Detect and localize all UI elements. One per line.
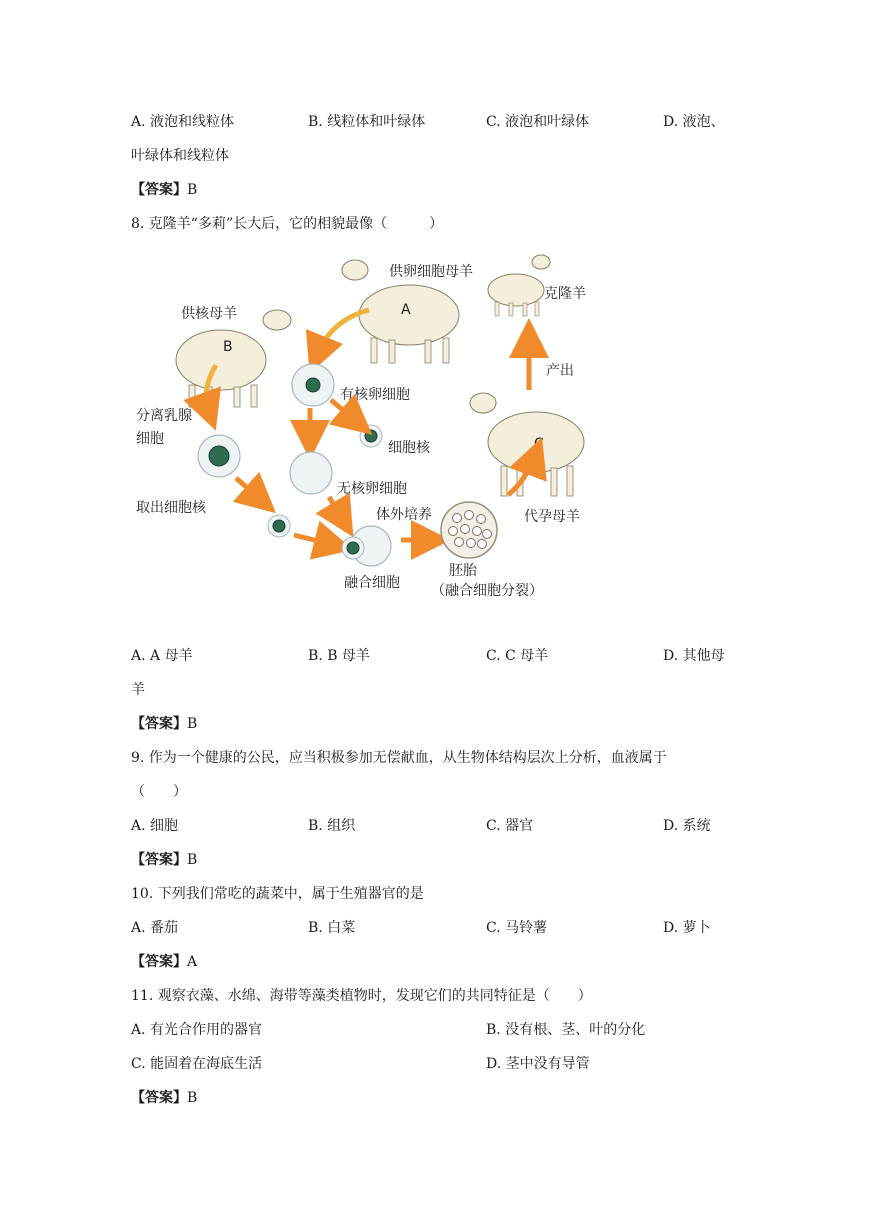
q7-option-c: C. 液泡和叶绿体	[486, 114, 590, 130]
q8-option-d-wrap: 羊	[131, 682, 145, 698]
q9-option-b: B. 组织	[308, 818, 356, 834]
q7-option-b: B. 线粒体和叶绿体	[308, 114, 426, 130]
q10-stem: 10. 下列我们常吃的蔬菜中，属于生殖器官的是	[131, 886, 424, 902]
clone-label: 克隆羊	[544, 286, 586, 302]
q7-answer	[131, 180, 197, 200]
q10-option-d: D. 萝卜	[663, 920, 711, 936]
answer-label: 【答案】	[131, 1090, 187, 1106]
enucleated-egg-label: 无核卵细胞	[337, 481, 407, 497]
q9-answer	[131, 850, 197, 870]
q9-option-c: C. 器官	[486, 818, 534, 834]
label-b: B	[223, 339, 233, 355]
separate-mammary-label: 分离乳腺	[136, 408, 192, 424]
cloning-diagram	[131, 250, 601, 610]
arrow-enucleated-to-fusion	[329, 497, 343, 520]
answer-value: B	[187, 716, 198, 732]
produce-label: 产出	[546, 363, 574, 379]
answer-value: B	[187, 1090, 198, 1106]
sheep-b	[176, 310, 291, 407]
answer-value: B	[187, 852, 198, 868]
q11-option-a: A. 有光合作用的器官	[131, 1022, 263, 1038]
answer-value: A	[187, 954, 198, 970]
q11-answer	[131, 1088, 197, 1108]
egg-donor-label: 供卵细胞母羊	[389, 264, 473, 280]
q7-option-d: D. 液泡、	[663, 114, 725, 130]
answer-label: 【答案】	[131, 182, 187, 198]
arrow-egg-to-nucleus	[331, 400, 357, 422]
nucleus-label: 细胞核	[388, 440, 430, 456]
embryo-note-label: （融合细胞分裂）	[431, 583, 543, 599]
cell-label: 细胞	[136, 431, 164, 447]
q9-stem-wrap: （ ）	[131, 784, 187, 800]
fused-cell-label: 融合细胞	[344, 575, 400, 591]
answer-label: 【答案】	[131, 954, 187, 970]
q11-option-d: D. 茎中没有导管	[486, 1056, 590, 1072]
q8-option-c: C. C 母羊	[486, 648, 549, 664]
label-a: A	[401, 302, 411, 318]
sheep-c	[470, 393, 584, 496]
answer-label: 【答案】	[131, 852, 187, 868]
embryo-label: 胚胎	[449, 563, 477, 579]
q10-option-b: B. 白菜	[308, 920, 356, 936]
enucleated-egg-cell	[290, 452, 332, 494]
q11-option-c: C. 能固着在海底生活	[131, 1056, 263, 1072]
q10-option-c: C. 马铃薯	[486, 920, 548, 936]
take-nucleus-label: 取出细胞核	[136, 500, 206, 516]
nucleus-cell	[360, 425, 382, 447]
answer-label: 【答案】	[131, 716, 187, 732]
in-vitro-label: 体外培养	[376, 507, 432, 523]
q8-stem: 8. 克隆羊“多莉”长大后，它的相貌最像（ ）	[131, 216, 444, 232]
q9-option-a: A. 细胞	[131, 818, 179, 834]
label-c: C	[534, 436, 544, 452]
q8-answer	[131, 714, 197, 734]
nucleus-donor-label: 供核母羊	[181, 306, 237, 322]
embryo	[441, 502, 497, 558]
q9-stem: 9. 作为一个健康的公民，应当积极参加无偿献血，从生物体结构层次上分析，血液属于	[131, 750, 667, 766]
q11-stem: 11. 观察衣藻、水绵、海带等藻类植物时，发现它们的共同特征是（ ）	[131, 988, 592, 1004]
sheep-clone	[488, 255, 550, 316]
arrow-nucleus-to-fusion	[294, 535, 334, 545]
mammary-cell	[198, 435, 240, 477]
answer-value: B	[187, 182, 198, 198]
nucleated-egg-label: 有核卵细胞	[340, 387, 410, 403]
q7-option-a: A. 液泡和线粒体	[131, 114, 235, 130]
arrow-cell-to-nucleus	[236, 478, 261, 500]
fused-cell	[342, 526, 391, 566]
extracted-nucleus	[268, 515, 290, 537]
q8-option-d: D. 其他母	[663, 648, 725, 664]
surrogate-label: 代孕母羊	[524, 509, 580, 525]
q8-option-a: A. A 母羊	[131, 648, 193, 664]
q8-option-b: B. B 母羊	[308, 648, 370, 664]
q10-answer	[131, 952, 197, 972]
q10-option-a: A. 番茄	[131, 920, 179, 936]
nucleated-egg-cell	[292, 364, 334, 406]
q7-option-d-wrap: 叶绿体和线粒体	[131, 148, 229, 164]
q11-option-b: B. 没有根、茎、叶的分化	[486, 1022, 646, 1038]
q9-option-d: D. 系统	[663, 818, 711, 834]
